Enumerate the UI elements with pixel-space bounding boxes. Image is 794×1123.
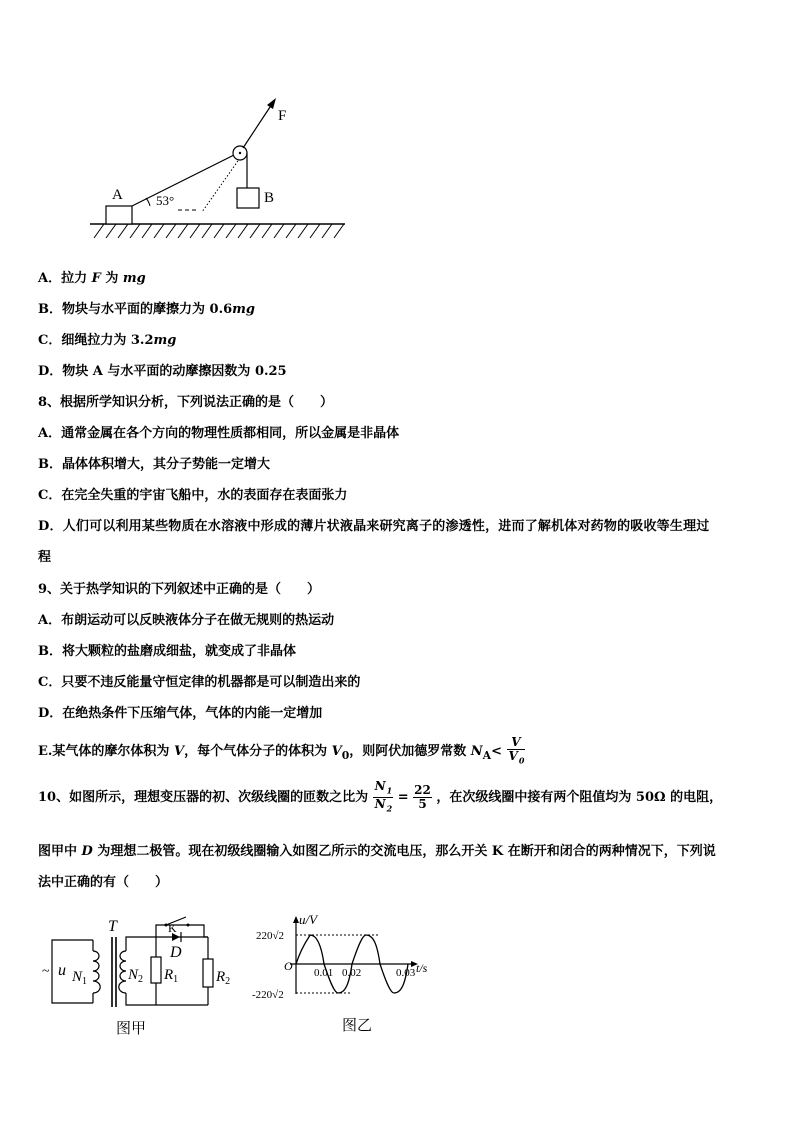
- tick-label: 0.01: [314, 967, 334, 979]
- q7-option-a: A．拉力 F 为 mg: [38, 271, 146, 286]
- q9-option-d: D．在绝热条件下压缩气体，气体的内能一定增加: [38, 706, 323, 721]
- bottom-value-label: -220√2: [252, 989, 284, 1001]
- label-r2: $R_2$: [216, 969, 231, 987]
- figure-waveform: [250, 912, 440, 1037]
- q8-option-c: C．在完全失重的宇宙飞船中，水的表面存在表面张力: [38, 488, 348, 503]
- q9-fraction: $\frac{V}{V_0}$: [508, 735, 525, 766]
- x-axis-label: t/s: [416, 961, 428, 975]
- q9-option-b: B．将大颗粒的盐磨成细盐，就变成了非晶体: [38, 644, 296, 659]
- caption-yi: 图乙: [342, 1018, 373, 1034]
- q9-stem: 9、关于热学知识的下列叙述中正确的是（ ）: [38, 582, 321, 597]
- label-n2: $N_2$: [128, 967, 144, 985]
- q9-option-e: E.某气体的摩尔体积为 V，每个气体分子的体积为 $V_0$，则阿伏加德罗常数 $N_A<$ $\frac{V}{V_0}$: [38, 735, 525, 766]
- q9-option-a: A．布朗运动可以反映液体分子在做无规则的热运动: [38, 613, 335, 628]
- tick-label: 0.02: [342, 967, 362, 979]
- label-d: D: [170, 944, 182, 961]
- q10-fraction-n: $\frac{N_1}{N_2}$: [374, 778, 393, 814]
- figure-pulley: [80, 90, 360, 240]
- label-a: A: [112, 187, 123, 203]
- origin-label: O: [284, 959, 293, 973]
- q10-line2: 图甲中 D 为理想二极管。现在初级线圈输入如图乙所示的交流电压，那么开关 K 在断开和闭合的两种情况下，下列说: [38, 844, 716, 859]
- tick-label: 0.03: [396, 967, 416, 979]
- q9-option-c: C．只要不违反能量守恒定律的机器都是可以制造出来的: [38, 675, 361, 690]
- label-u: u: [58, 962, 66, 979]
- label-f: F: [278, 108, 287, 124]
- q10-line1: 10、如图所示，理想变压器的初、次级线圈的匝数之比为 $\frac{N_1}{N_2}$ = $\frac{22}{5}$ ，在次级线圈中接有两个阻值均为 50Ω 的电阻，: [38, 778, 723, 814]
- q7-option-d: D．物块 A 与水平面的动摩擦因数为 0.25: [38, 364, 287, 379]
- q7-option-c: C．细绳拉力为 3.2mg: [38, 333, 177, 348]
- label-b: B: [264, 190, 275, 206]
- resistor-r1: [151, 957, 161, 983]
- block-b: [237, 188, 259, 208]
- y-axis-label: u/V: [299, 912, 318, 927]
- q8-stem: 8、根据所学知识分析，下列说法正确的是（ ）: [38, 395, 334, 410]
- label-k: K: [168, 921, 177, 935]
- q8-option-a: A．通常金属在各个方向的物理性质都相同，所以金属是非晶体: [38, 426, 400, 441]
- q10-line3: 法中正确的有（ ）: [38, 875, 169, 890]
- label-n1: $N_1$: [71, 969, 87, 987]
- q8-option-d-cont: 程: [38, 550, 52, 565]
- label-r1: $R_1$: [164, 967, 179, 985]
- resistor-r2: [203, 959, 213, 987]
- q7-option-b: B．物块与水平面的摩擦力为 0.6mg: [38, 302, 256, 317]
- label-t: T: [108, 918, 117, 935]
- caption-jia: 图甲: [116, 1021, 147, 1037]
- figure-circuit: [38, 915, 238, 1040]
- block-a: [106, 206, 132, 224]
- angle-label: 53°: [156, 193, 175, 208]
- source-symbol: ~: [42, 964, 50, 979]
- q8-option-d: D．人们可以利用某些物质在水溶液中形成的薄片状液晶来研究离子的渗透性，进而了解机体对药物的吸收等生理过: [38, 519, 710, 534]
- top-value-label: 220√2: [256, 930, 285, 942]
- q10-fraction-ratio: $\frac{22}{5}$: [414, 783, 431, 811]
- q8-option-b: B．晶体体积增大，其分子势能一定增大: [38, 457, 270, 472]
